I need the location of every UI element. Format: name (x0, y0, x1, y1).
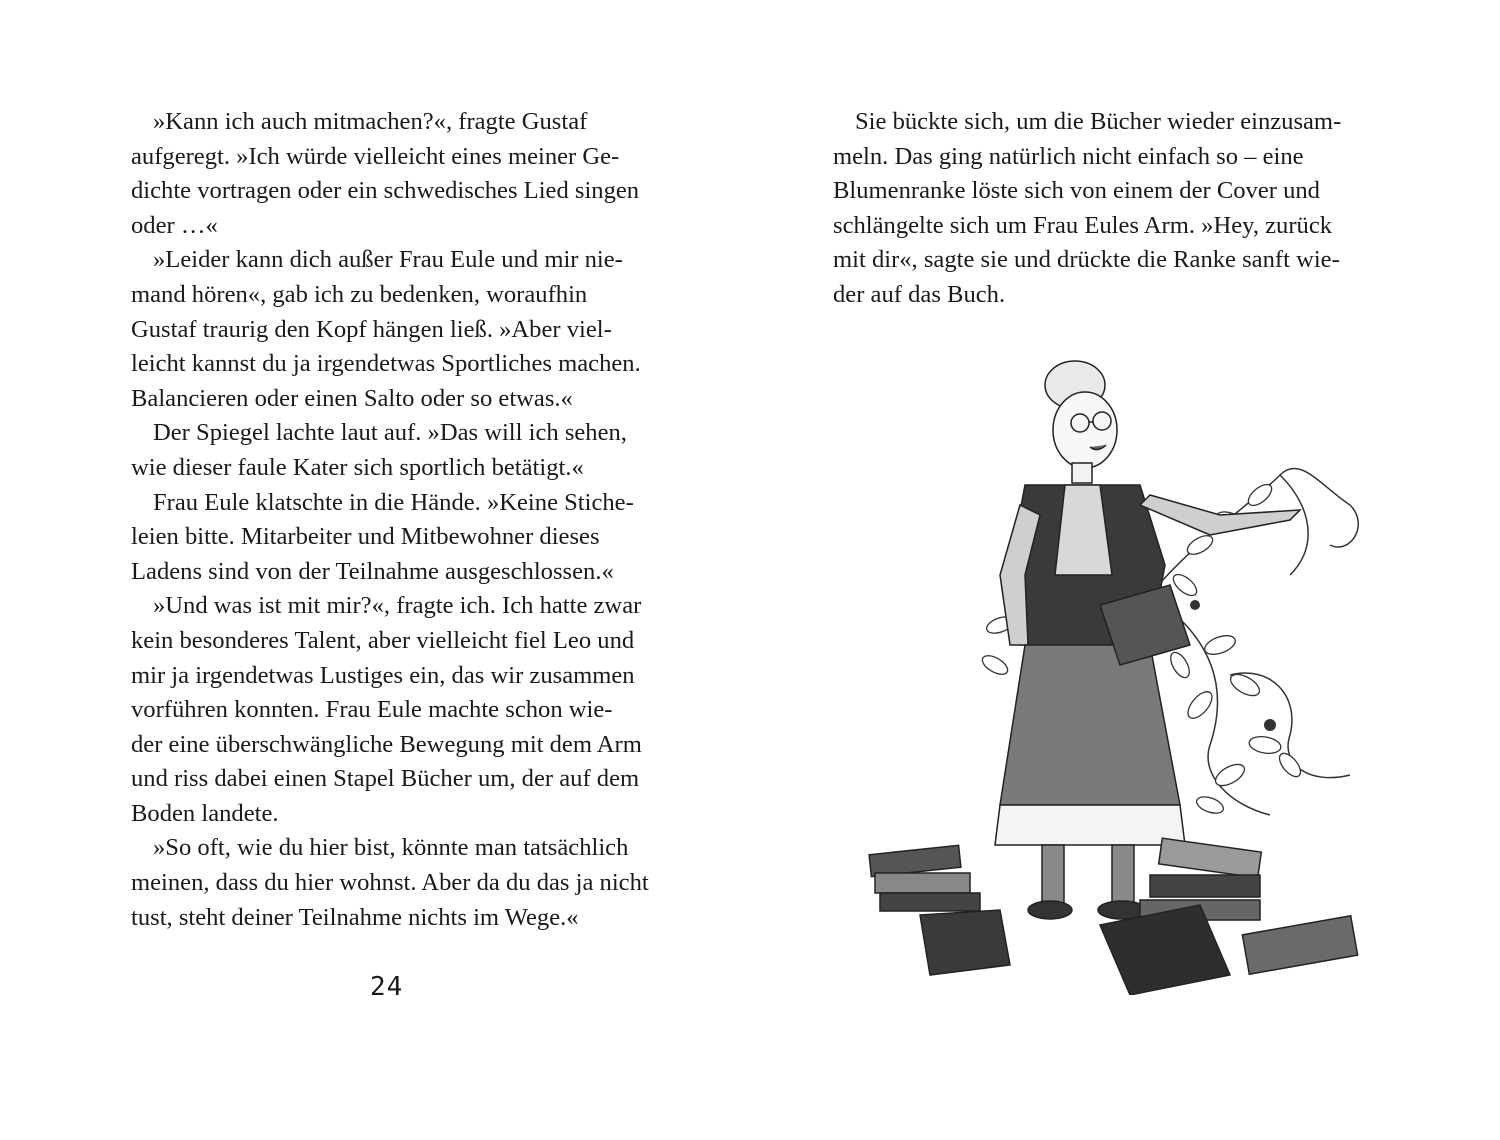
text-line: mit dir«, sagte sie und drückte die Ranke sanft wie- (833, 246, 1340, 274)
text-line: leien bitte. Mitarbeiter und Mitbewohner dieses (131, 523, 600, 551)
text-line: schlängelte sich um Frau Eules Arm. »Hey, zurück (833, 211, 1333, 239)
text-line: »Und was ist mit mir?«, fragte ich. Ich hatte zwar (153, 592, 642, 620)
text-line: »So oft, wie du hier bist, könnte man tatsächlich (153, 834, 629, 862)
text-line: Blumenranke löste sich von einem der Cover und (833, 177, 1320, 205)
text-line: wie dieser faule Kater sich sportlich betätigt.« (131, 453, 584, 481)
text-line: der eine überschwängliche Bewegung mit dem Arm (131, 730, 642, 758)
text-line: mand hören«, gab ich zu bedenken, woraufhin (131, 280, 588, 308)
woman-figure (995, 361, 1300, 919)
text-line: der auf das Buch. (833, 280, 1006, 308)
text-line: Der Spiegel lachte laut auf. »Das will ich sehen, (153, 419, 627, 447)
text-line: meln. Das ging natürlich nicht einfach so – eine (833, 142, 1304, 170)
text-line: tust, steht deiner Teilnahme nichts im Wege.« (131, 903, 579, 931)
text-line: Boden landete. (131, 799, 279, 827)
text-line: und riss dabei einen Stapel Bücher um, der auf dem (131, 765, 640, 793)
text-line: mir ja irgendetwas Lustiges ein, das wir zusammen (131, 661, 635, 689)
left-page-text (131, 105, 671, 935)
right-page (750, 0, 1500, 1140)
text-line: »Leider kann dich außer Frau Eule und mir nie- (153, 246, 623, 274)
text-line: Gustaf traurig den Kopf hängen ließ. »Aber viel- (131, 315, 612, 343)
text-line: »Kann ich auch mitmachen?«, fragte Gustaf (153, 108, 588, 135)
text-line: vorführen konnten. Frau Eule machte schon wie- (131, 696, 613, 724)
text-line: kein besonderes Talent, aber vielleicht fiel Leo und (131, 626, 635, 654)
text-line: oder …« (131, 211, 218, 239)
right-page-text (833, 105, 1373, 313)
page-number: 24 (370, 972, 404, 1002)
text-line: aufgeregt. »Ich würde vielleicht eines meiner Ge- (131, 142, 620, 170)
text-line: Sie bückte sich, um die Bücher wieder einzusam- (855, 108, 1342, 135)
text-line: leicht kannst du ja irgendetwas Sportliches machen. (131, 350, 641, 378)
text-line: dichte vortragen oder ein schwedisches Lied singen (131, 177, 640, 205)
text-line: meinen, dass du hier wohnst. Aber da du das ja nicht (131, 869, 649, 897)
text-line: Frau Eule klatschte in die Hände. »Keine Stiche- (153, 488, 634, 516)
illustration-woman-with-books (850, 345, 1370, 995)
text-line: Balancieren oder einen Salto oder so etwas.« (131, 384, 573, 412)
text-line: Ladens sind von der Teilnahme ausgeschlossen.« (131, 557, 614, 585)
